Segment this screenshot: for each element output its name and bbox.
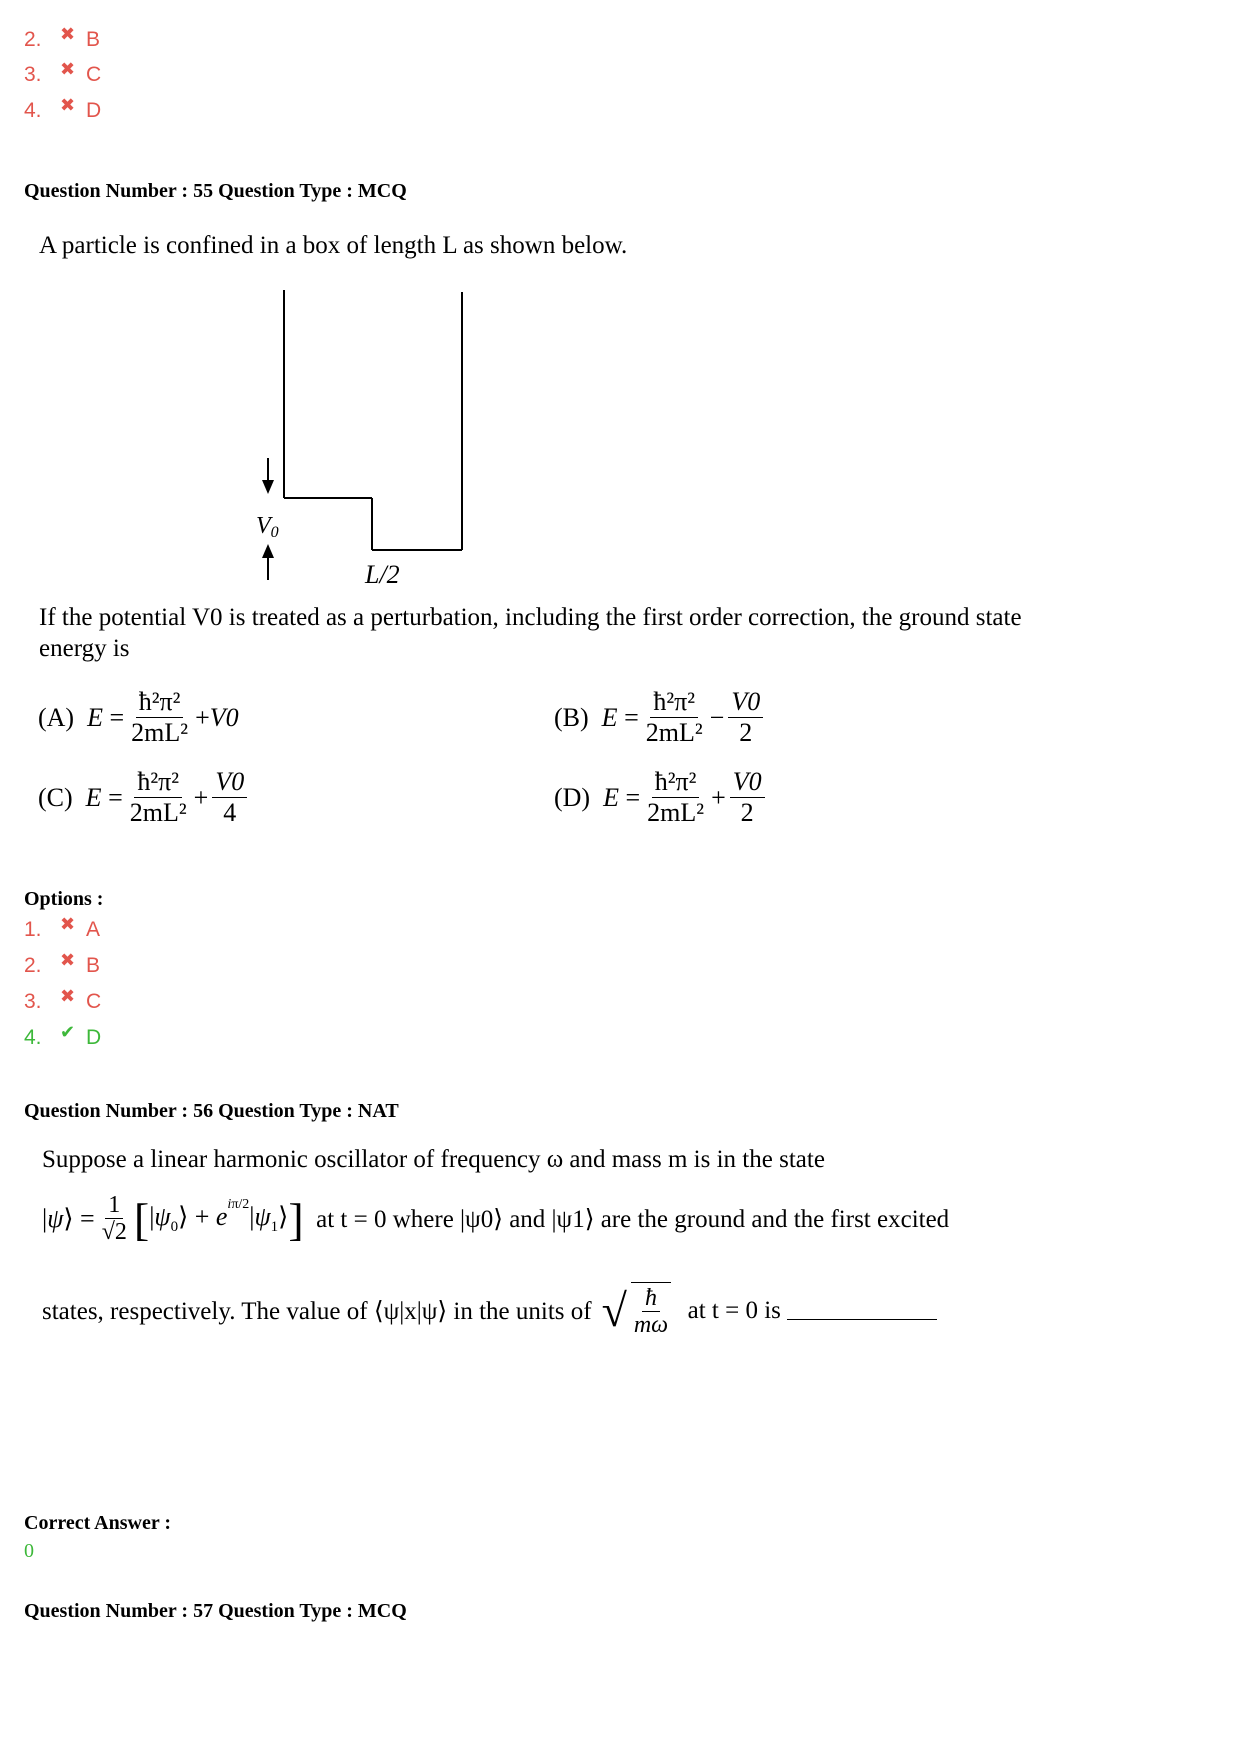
cross-icon: ✖	[60, 949, 76, 970]
option-row: 1. ✖ A	[24, 913, 101, 941]
question-55-body: If the potential V0 is treated as a perturbation, including the first order correction, the ground state energy is	[39, 604, 1022, 662]
sqrt-expression: √ $\frac{ħ}{m\omega}$	[602, 1282, 676, 1340]
correct-answer-label: Correct Answer :	[24, 1512, 171, 1534]
check-icon: ✔	[60, 1021, 76, 1042]
option-row: 4. ✔ D	[24, 1021, 102, 1049]
answer-blank	[787, 1301, 937, 1320]
state-equation: |ψ⟩ =	[42, 1204, 95, 1234]
choice-b: (B) E = $\frac{\text{ħ²π²}}{\text{2mL²}}$ − $\frac{V0}{2}$	[554, 688, 767, 747]
question-56-line1: Suppose a linear harmonic oscillator of frequency ω and mass m is in the state	[42, 1146, 825, 1173]
cross-icon: ✖	[60, 94, 76, 115]
cross-icon: ✖	[60, 913, 76, 934]
question-header-56: Question Number : 56 Question Type : NAT	[24, 1100, 399, 1122]
question-56-line3: states, respectively. The value of ⟨ψ|x|ψ⟩ in the units of √ $\frac{ħ}{m\omega}$ at t = 0 is	[42, 1282, 937, 1340]
potential-well-figure	[230, 280, 490, 600]
option-row: 3. ✖ C	[24, 58, 102, 86]
half-length-label: L/2	[365, 560, 400, 589]
choice-d: (D) E = $\frac{\text{ħ²π²}}{\text{2mL²}}$ + $\frac{V0}{2}$	[554, 768, 769, 827]
choice-c: (C) E = $\frac{\text{ħ²π²}}{\text{2mL²}}$ + $\frac{V0}{4}$	[38, 768, 251, 827]
cross-icon: ✖	[60, 23, 76, 44]
options-label: Options :	[24, 888, 104, 910]
question-56-line2: |ψ⟩ = $\frac{1}{√2}$ [ $|\psi_0⟩$ + $e^{i\pi/2}|\psi_1⟩$ ] at t = 0 where |ψ0⟩ and |ψ1⟩ are the ground and the first excited	[42, 1192, 950, 1246]
v0-label: V0	[256, 513, 279, 541]
question-header-57: Question Number : 57 Question Type : MCQ	[24, 1600, 407, 1622]
option-row: 4. ✖ D	[24, 94, 102, 122]
cross-icon: ✖	[60, 58, 76, 79]
correct-answer-value: 0	[24, 1540, 34, 1562]
question-55-intro: A particle is confined in a box of length L as shown below.	[39, 232, 628, 259]
option-row: 2. ✖ B	[24, 949, 101, 977]
question-header-55: Question Number : 55 Question Type : MCQ	[24, 180, 407, 202]
option-row: 2. ✖ B	[24, 23, 101, 51]
choice-a: (A) E = $\frac{\text{ħ²π²}}{\text{2mL²}}$ + V0	[38, 687, 239, 747]
option-row: 3. ✖ C	[24, 985, 102, 1013]
cross-icon: ✖	[60, 985, 76, 1006]
